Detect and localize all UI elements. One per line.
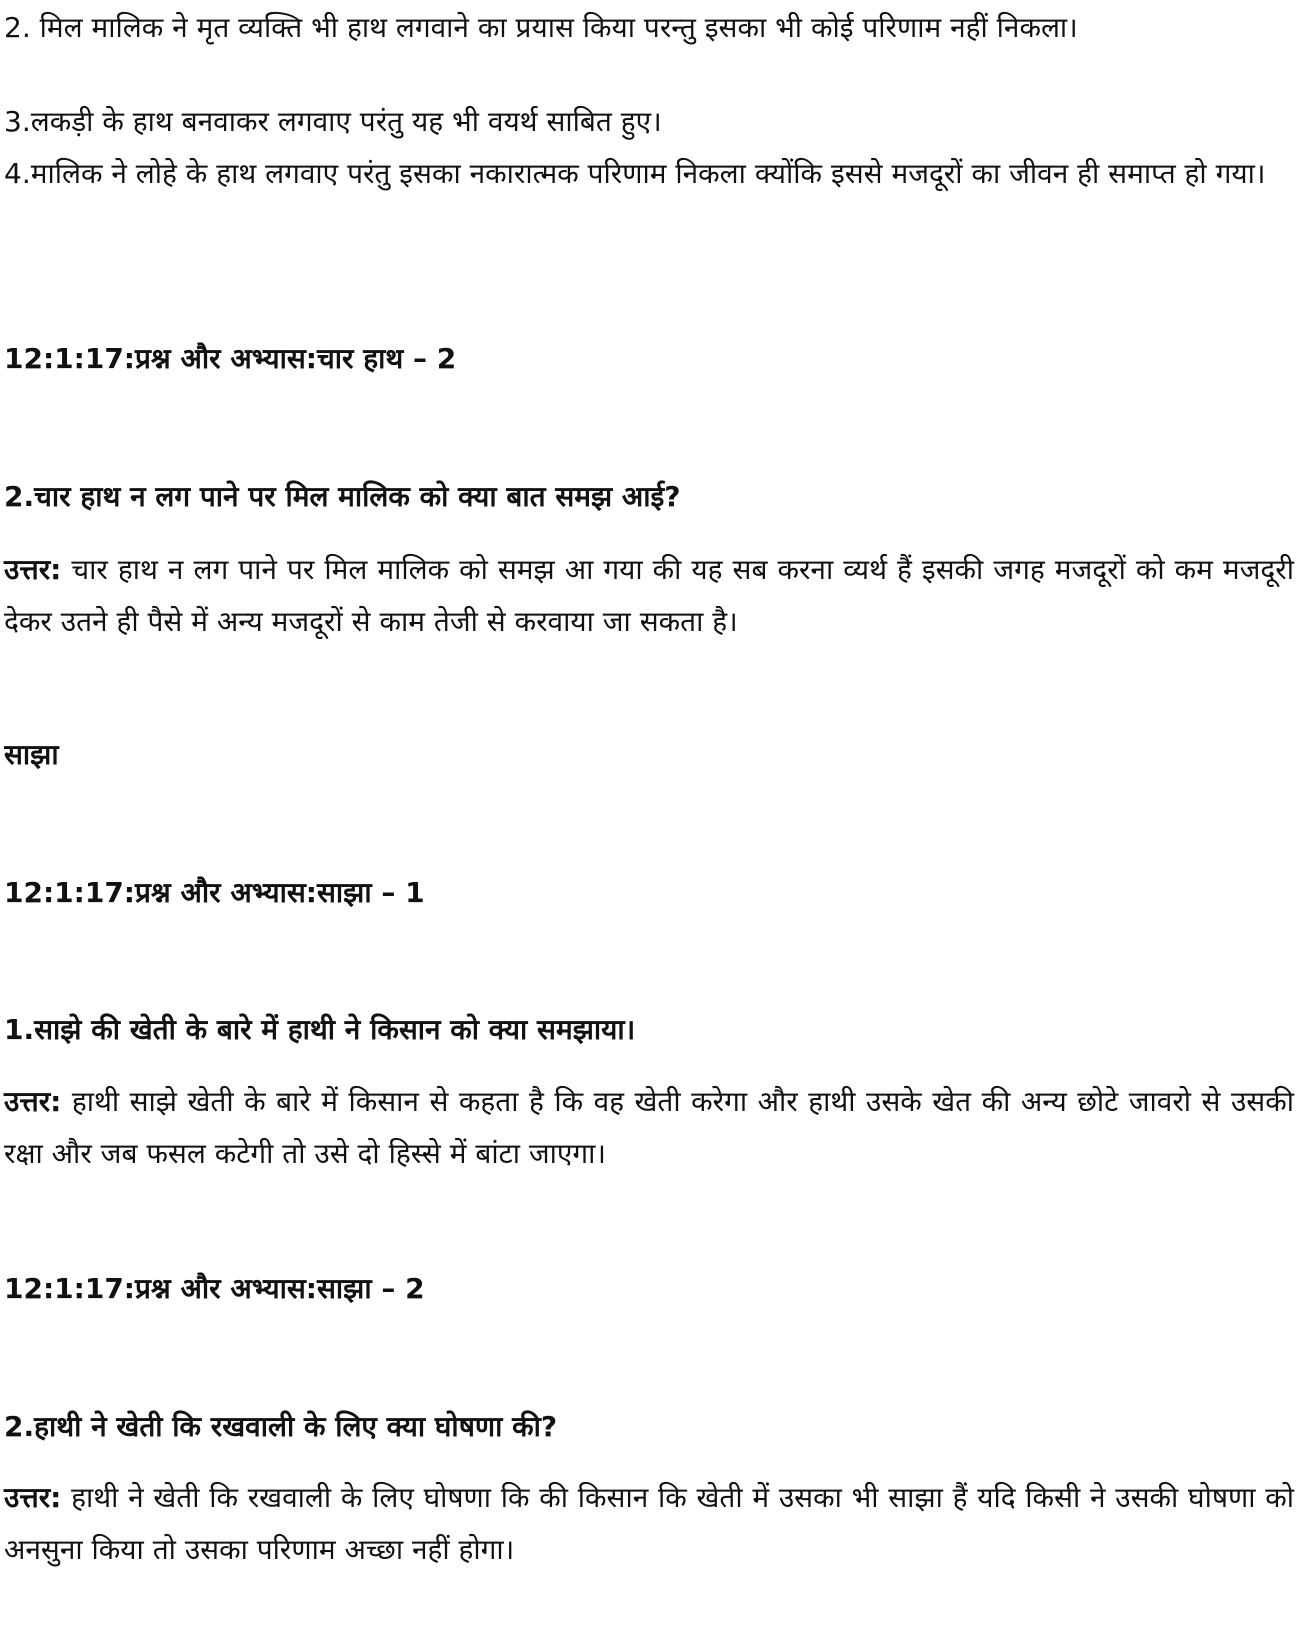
answer [4, 1472, 1294, 1576]
section-heading: 12:1:17:प्रश्न और अभ्यास:चार हाथ – 2 [4, 342, 457, 375]
answer-label: उत्तर: [4, 553, 62, 586]
section-heading: 12:1:17:प्रश्न और अभ्यास:साझा – 1 [4, 876, 425, 909]
answer-text: चार हाथ न लग पाने पर मिल मालिक को समझ आ गया की यह सब करना व्यर्थ हैं इसकी जगह मजदूरों को कम मजदूरी देकर उतने ही पैसे में अन्य मजदूरों से काम तेजी से करवाया जा सकता है। [4, 553, 1294, 638]
answer [4, 544, 1294, 648]
intro-point-2: 2. मिल मालिक ने मृत व्यक्ति भी हाथ लगवाने का प्रयास किया परन्तु इसका भी कोई परिणाम नहीं निकला। [4, 11, 1078, 44]
intro-point-4: 4.मालिक ने लोहे के हाथ लगवाए परंतु इसका नकारात्मक परिणाम निकला क्योंकि इससे मजदूरों का जीवन ही समाप्त हो गया। [4, 157, 1266, 190]
answer-label: उत्तर: [4, 1481, 62, 1514]
answer-text: हाथी साझे खेती के बारे में किसान से कहता है कि वह खेती करेगा और हाथी उसके खेत की अन्य छोटे जावरो से उसकी रक्षा और जब फसल कटेगी तो उसे दो हिस्से में बांटा जाएगा। [4, 1085, 1294, 1170]
question: 1.साझे की खेती के बारे में हाथी ने किसान को क्या समझाया। [4, 1013, 636, 1046]
question: 2.चार हाथ न लग पाने पर मिल मालिक को क्या बात समझ आई? [4, 480, 681, 513]
answer-label: उत्तर: [4, 1085, 62, 1118]
answer [4, 1076, 1294, 1180]
intro-point-3: 3.लकड़ी के हाथ बनवाकर लगवाए परंतु यह भी वयर्थ साबित हुए। [4, 105, 662, 138]
answer-text: हाथी ने खेती कि रखवाली के लिए घोषणा कि की किसान कि खेती में उसका भी साझा हैं यदि किसी ने उसकी घोषणा को अनसुना किया तो उसका परिणाम अच्छा नहीं होगा। [4, 1481, 1294, 1566]
chapter-title: साझा [4, 738, 59, 771]
question: 2.हाथी ने खेती कि रखवाली के लिए क्या घोषणा की? [4, 1410, 558, 1443]
section-heading: 12:1:17:प्रश्न और अभ्यास:साझा – 2 [4, 1272, 425, 1305]
